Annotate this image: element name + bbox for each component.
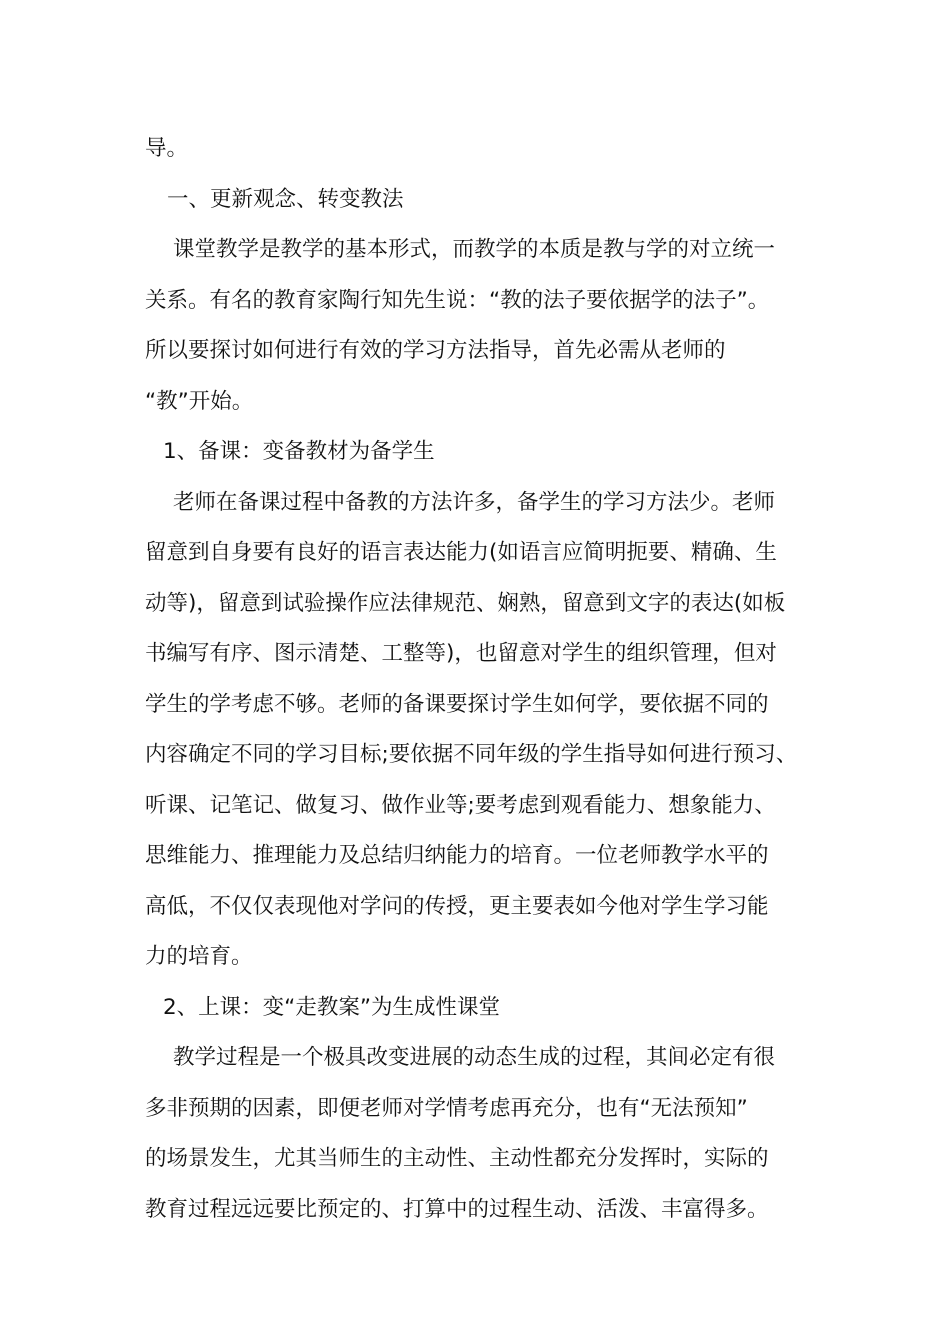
paragraph-line: “教”开始。 bbox=[145, 388, 254, 414]
paragraph-line: 教育过程远远要比预定的、打算中的过程生动、活泼、丰富得多。 bbox=[145, 1196, 769, 1222]
subsection-heading: 2、上课：变“走教案”为生成性课堂 bbox=[163, 994, 500, 1020]
paragraph-line: 动等)，留意到试验操作应法律规范、娴熟，留意到文字的表达(如板 bbox=[145, 590, 786, 616]
paragraph-line: 内容确定不同的学习目标;要依据不同年级的学生指导如何进行预习、 bbox=[145, 742, 798, 767]
paragraph-line: 高低，不仅仅表现他对学问的传授，更主要表如今他对学生学习能 bbox=[145, 893, 769, 919]
paragraph-line: 的场景发生，尤其当师生的主动性、主动性都充分发挥时，实际的 bbox=[145, 1146, 769, 1171]
paragraph-line: 教学过程是一个极具改变进展的动态生成的过程，其间必定有很 bbox=[173, 1045, 776, 1070]
paragraph-line: 学生的学考虑不够。老师的备课要探讨学生如何学，要依据不同的 bbox=[145, 691, 769, 717]
paragraph-line: 所以要探讨如何进行有效的学习方法指导，首先必需从老师的 bbox=[145, 338, 726, 363]
paragraph-line: 课堂教学是教学的基本形式，而教学的本质是教与学的对立统一 bbox=[173, 237, 776, 262]
body-text bbox=[145, 124, 825, 1235]
subsection-heading: 1、备课：变备教材为备学生 bbox=[163, 439, 435, 464]
paragraph-line: 留意到自身要有良好的语言表达能力(如语言应简明扼要、精确、生 bbox=[145, 540, 777, 565]
paragraph-line: 书编写有序、图示清楚、工整等)，也留意对学生的组织管理，但对 bbox=[145, 641, 777, 666]
paragraph-line: 听课、记笔记、做复习、做作业等;要考虑到观看能力、想象能力、 bbox=[145, 792, 776, 818]
paragraph-line: 力的培育。 bbox=[145, 944, 253, 969]
section-heading: 一、更新观念、转变教法 bbox=[167, 186, 404, 212]
paragraph-line: 导。 bbox=[145, 136, 189, 161]
paragraph-line: 思维能力、推理能力及总结归纳能力的培育。一位老师教学水平的 bbox=[145, 843, 769, 868]
paragraph-line: 多非预期的因素，即便老师对学情考虑再充分，也有“无法预知” bbox=[145, 1095, 748, 1121]
paragraph-line: 老师在备课过程中备教的方法许多，备学生的学习方法少。老师 bbox=[173, 489, 776, 515]
paragraph-line: 关系。有名的教育家陶行知先生说：“教的法子要依据学的法子”。 bbox=[145, 287, 770, 313]
